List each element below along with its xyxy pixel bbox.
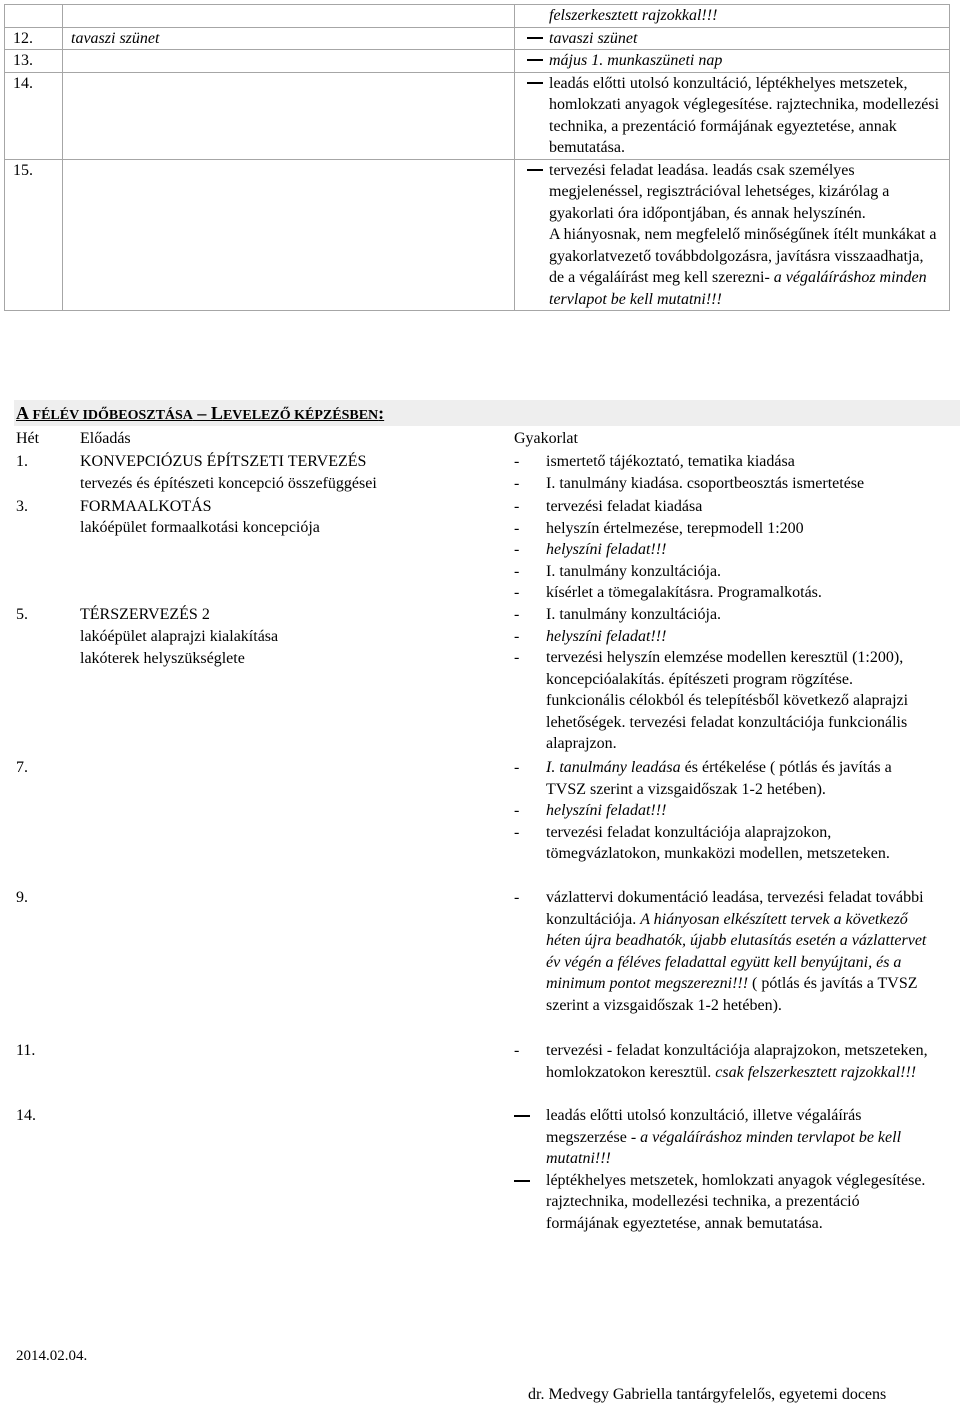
week-number: 9. (16, 889, 28, 906)
list-item: - helyszín értelmezése, terepmodell 1:200 (514, 519, 804, 537)
week-cell: 15. (5, 159, 63, 311)
lecture-cell: tavaszi szünet (63, 27, 515, 50)
practice-cell: tervezési feladat leadása. leadás csak személyes megjelenéssel, regisztrációval lehetséges, kizárólag a gyakorlati óra időpontjában, és annak helyszínén. A hiányosnak, nem megfelelő minőségűnek ítélt munkákat a gyakorlatvezető továbbdolgozásra, javításra visszaadhatja, de a végaláírást meg kell szerezni- a végaláíráshoz minden tervlapot be kell mutatni!!! (515, 159, 950, 311)
lecture-subtitle: lakóterek helyszükséglete (80, 650, 245, 667)
dash-bullet (527, 169, 543, 171)
week-number: 1. (16, 453, 28, 470)
dash-bullet (514, 1180, 530, 1182)
table-row (5, 5, 950, 28)
table-row (5, 27, 950, 50)
practice-cell: felszerkesztett rajzokkal!!! (515, 5, 950, 28)
dash-bullet (514, 1115, 530, 1117)
practice-cell: május 1. munkaszüneti nap (515, 50, 950, 73)
list-item: - tervezési feladat kiadása (514, 498, 703, 515)
table-row (5, 159, 950, 311)
footer-author: dr. Medvegy Gabriella tantárgyfelelős, egyetemi docens (528, 1386, 887, 1403)
week-number: 14. (16, 1107, 36, 1124)
practice-list (514, 1105, 934, 1234)
list-item: - ismertető tájékoztató, tematika kiadása (514, 453, 795, 470)
week-cell: 14. (5, 72, 63, 159)
week-cell: 12. (5, 27, 63, 50)
footer-date: 2014.02.04. (16, 1348, 88, 1364)
practice-list (514, 1040, 934, 1083)
practice-list (514, 887, 934, 1016)
table-row (5, 50, 950, 73)
column-header-practice: Gyakorlat (514, 430, 578, 447)
practice-cell: leadás előtti utolsó konzultáció, léptékhelyes metszetek, homlokzati anyagok véglegesítése. rajztechnika, modellezési technika, a prezentáció formájának egyeztetése, annak bemutatása. (515, 72, 950, 159)
lecture-title: KONVEPCIÓZUS ÉPÍTSZETI TERVEZÉS (80, 453, 367, 470)
week-number: 7. (16, 759, 28, 776)
dash-bullet (527, 37, 543, 39)
list-item: - helyszíni feladat!!! (514, 541, 667, 558)
lecture-title: FORMAALKOTÁS (80, 498, 212, 515)
list-item: - vázlattervi dokumentáció leadása, tervezési feladat további konzultációja. A hiányosan elkészített tervek a következő héten újra beadhatók, újabb elutasítás esetén a vázlattervet év végén a féléves feladattal együtt kell benyújtani, és a minimum pontot megszerezni!!! ( pótlás és javítás a TVSZ szerint a vizsgaidőszak 1-2 hetében). (514, 889, 927, 1014)
practice-list (514, 604, 934, 755)
week-number: 5. (16, 606, 28, 623)
schedule-table-continuation (4, 4, 950, 311)
list-item: - tervezési feladat konzultációja alaprajzokon, tömegvázlatokon, munkaközi modellen, metszeteken. (514, 823, 890, 862)
practice-list (514, 451, 934, 494)
week-number: 11. (16, 1042, 36, 1059)
week-number: 3. (16, 498, 28, 515)
lecture-title: TÉRSZERVEZÉS 2 (80, 606, 210, 623)
list-item: - tervezési - feladat konzultációja alaprajzokon, metszeteken, homlokzatokon keresztül. csak felszerkesztett rajzokkal!!! (514, 1042, 928, 1081)
list-item: leadás előtti utolsó konzultáció, illetve végaláírás megszerzése - a végaláíráshoz minden tervlapot be kell mutatni!!! (514, 1105, 934, 1170)
list-item: - helyszíni feladat!!! (514, 627, 667, 645)
list-item: - I. tanulmány konzultációja. (514, 606, 722, 623)
dash-bullet (527, 82, 543, 84)
week-cell: 13. (5, 50, 63, 73)
column-header-lecture: Előadás (80, 430, 131, 447)
practice-cell: tavaszi szünet (515, 27, 950, 50)
section-heading: A FÉLÉV IDŐBEOSZTÁSA – LEVELEZŐ KÉPZÉSBEN: (14, 400, 960, 426)
lecture-subtitle: tervezés és építészeti koncepció összefüggései (80, 475, 377, 492)
list-item: - tervezési helyszín elemzése modellen keresztül (1:200), koncepcióalakítás. építészeti program rögzítése. funkcionális célokból és telepítésből következő alaprajzi lehetőségek. tervezési feladat konzultációja funkcionális alaprajzon. (514, 649, 909, 752)
list-item: - kísérlet a tömegalakításra. Programalkotás. (514, 584, 822, 601)
practice-list (514, 496, 934, 604)
table-row (5, 72, 950, 159)
lecture-subtitle: lakóépület formaalkotási koncepciója (80, 519, 320, 536)
lecture-subtitle: lakóépület alaprajzi kialakítása (80, 628, 279, 645)
practice-list (514, 757, 934, 865)
list-item: - I. tanulmány kiadása. csoportbeosztás ismertetése (514, 474, 865, 492)
list-item: - helyszíni feladat!!! (514, 802, 667, 819)
list-item: - I. tanulmány leadása és értékelése ( pótlás és javítás a TVSZ szerint a vizsgaidőszak 1-2 hetében). (514, 759, 892, 798)
column-header-week: Hét (16, 430, 40, 447)
list-item: léptékhelyes metszetek, homlokzati anyagok véglegesítése. rajztechnika, modellezési technika, a prezentáció formájának egyeztetése, annak bemutatása. (514, 1170, 934, 1235)
dash-bullet (527, 59, 543, 61)
list-item: - I. tanulmány konzultációja. (514, 562, 722, 580)
